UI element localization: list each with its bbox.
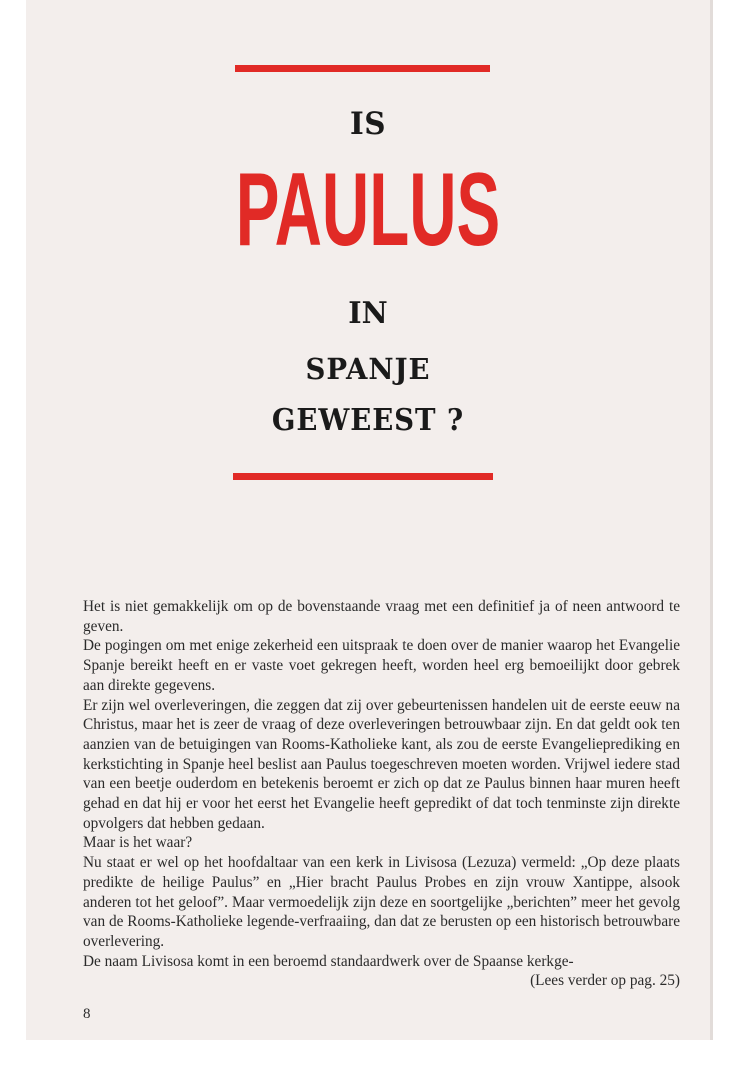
title-line-geweest: GEWEEST ? [271, 403, 465, 438]
page-edge [710, 0, 713, 1040]
paragraph: Er zijn wel overleveringen, die zeggen dat zij over gebeurtenissen handelen uit de eerste eeuw na Christus, maar het is zeer de vraag of deze overleveringen betrouwbaar zijn. En dat geldt ook ten aanzien van de betuigingen van Rooms-Katholieke kant, als zou de eerste Evangelieprediking en kerkstichting in Spanje heel beslist aan Paulus toegeschreven moeten worden. Vrijwel iedere stad van een beetje ouderdom en betekenis beroemt er zich op dat ze Paulus binnen haar muren heeft gehad en dat hij er voor het eerst het Evangelie heeft gepredikt of dat toch tenminste zijn direkte opvolgers dat hebben gedaan. [83, 696, 680, 832]
article-body [83, 597, 680, 991]
paragraph: Maar is het waar? [83, 834, 193, 852]
title-line-is: IS [349, 106, 386, 142]
title-line-paulus: PAULUS [235, 152, 501, 268]
paragraph: Nu staat er wel op het hoofdaltaar van een kerk in Livisosa (Lezuza) vermeld: „Op deze plaats predikte de heilige Paulus” en „Hier bracht Paulus Probes en zijn vrouw Xantippe, alsook anderen tot het geloof”. Maar vermoedelijk zijn deze en soortgelijke „berichten” meer het gevolg van de Rooms-Katholieke legende-verfraaiing, dan dat ze berusten op een historisch betrouwbare overlevering. [83, 854, 680, 950]
page-number: 8 [83, 1006, 91, 1022]
paragraph: De naam Livisosa komt in een beroemd standaardwerk over de Spaanse kerkge- [83, 952, 574, 970]
page [26, 0, 710, 1040]
top-red-rule [235, 65, 490, 72]
paragraph: Het is niet gemakkelijk om op de bovenstaande vraag met een definitief ja of neen antwoord te geven. [83, 598, 680, 635]
continued-note: (Lees verder op pag. 25) [530, 972, 680, 990]
bottom-red-rule [233, 473, 493, 480]
title-line-in: IN [348, 296, 388, 331]
paragraph: De pogingen om met enige zekerheid een uitspraak te doen over de manier waarop het Evangelie Spanje bereikt heeft en er vaste voet gekregen heeft, worden heel erg bemoeilijkt door gebrek aan direkte gegevens. [83, 637, 680, 694]
title-line-spanje: SPANJE [305, 352, 431, 386]
